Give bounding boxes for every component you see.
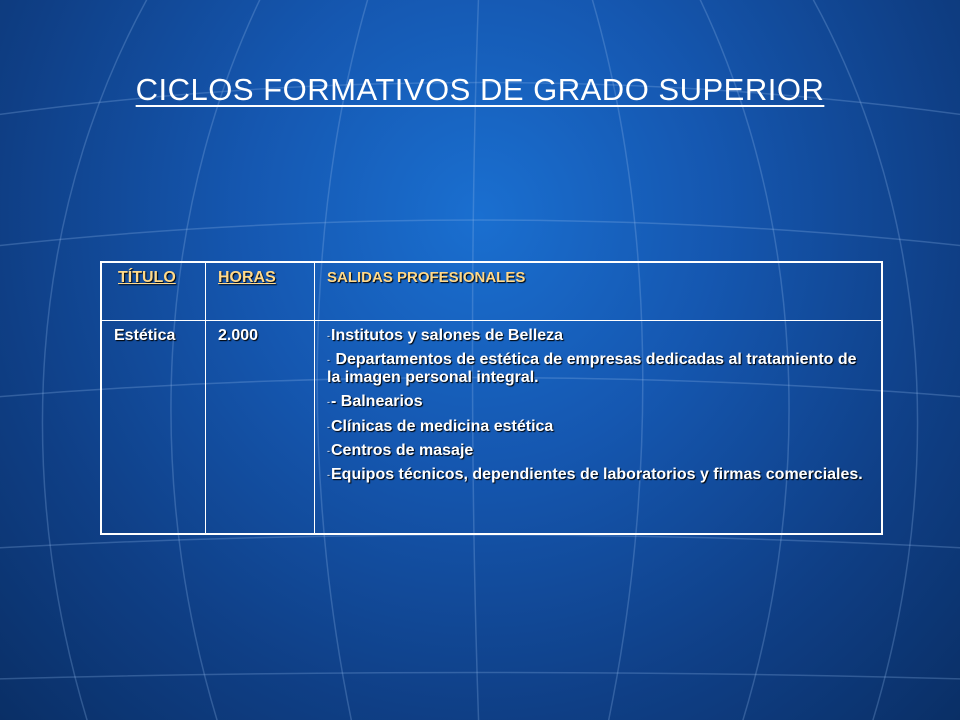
list-item bbox=[327, 393, 873, 411]
cell-salidas bbox=[315, 321, 881, 533]
dash-marker: - bbox=[327, 397, 330, 408]
dash-marker: - bbox=[327, 445, 330, 456]
header-titulo: TÍTULO bbox=[102, 263, 206, 321]
header-salidas-profesionales: SALIDAS PROFESIONALES bbox=[315, 263, 881, 321]
exit-text: Clínicas de medicina estética bbox=[331, 417, 554, 435]
exit-text: Centros de masaje bbox=[331, 442, 474, 460]
list-item bbox=[327, 418, 873, 436]
exit-text: Departamentos de estética de empresas dedicadas al tratamiento de la imagen personal integral. bbox=[327, 351, 857, 387]
careers-table bbox=[100, 261, 883, 535]
list-item bbox=[327, 442, 873, 460]
list-item bbox=[327, 351, 873, 387]
dash-marker: - bbox=[327, 470, 330, 481]
dash-marker: - bbox=[327, 355, 330, 366]
exit-text: - Balnearios bbox=[331, 393, 423, 411]
exit-text: Equipos técnicos, dependientes de laboratorios y firmas comerciales. bbox=[331, 466, 863, 484]
page-title: CICLOS FORMATIVOS DE GRADO SUPERIOR bbox=[135, 72, 825, 107]
cell-horas: 2.000 bbox=[206, 321, 315, 533]
list-item bbox=[327, 327, 873, 345]
exit-text: Institutos y salones de Belleza bbox=[331, 327, 564, 345]
cell-titulo-estetica: Estética bbox=[102, 321, 206, 533]
exits-list bbox=[327, 327, 873, 484]
header-horas: HORAS bbox=[206, 263, 315, 321]
dash-marker: - bbox=[327, 421, 330, 432]
list-item bbox=[327, 466, 873, 484]
dash-marker: - bbox=[327, 331, 330, 341]
